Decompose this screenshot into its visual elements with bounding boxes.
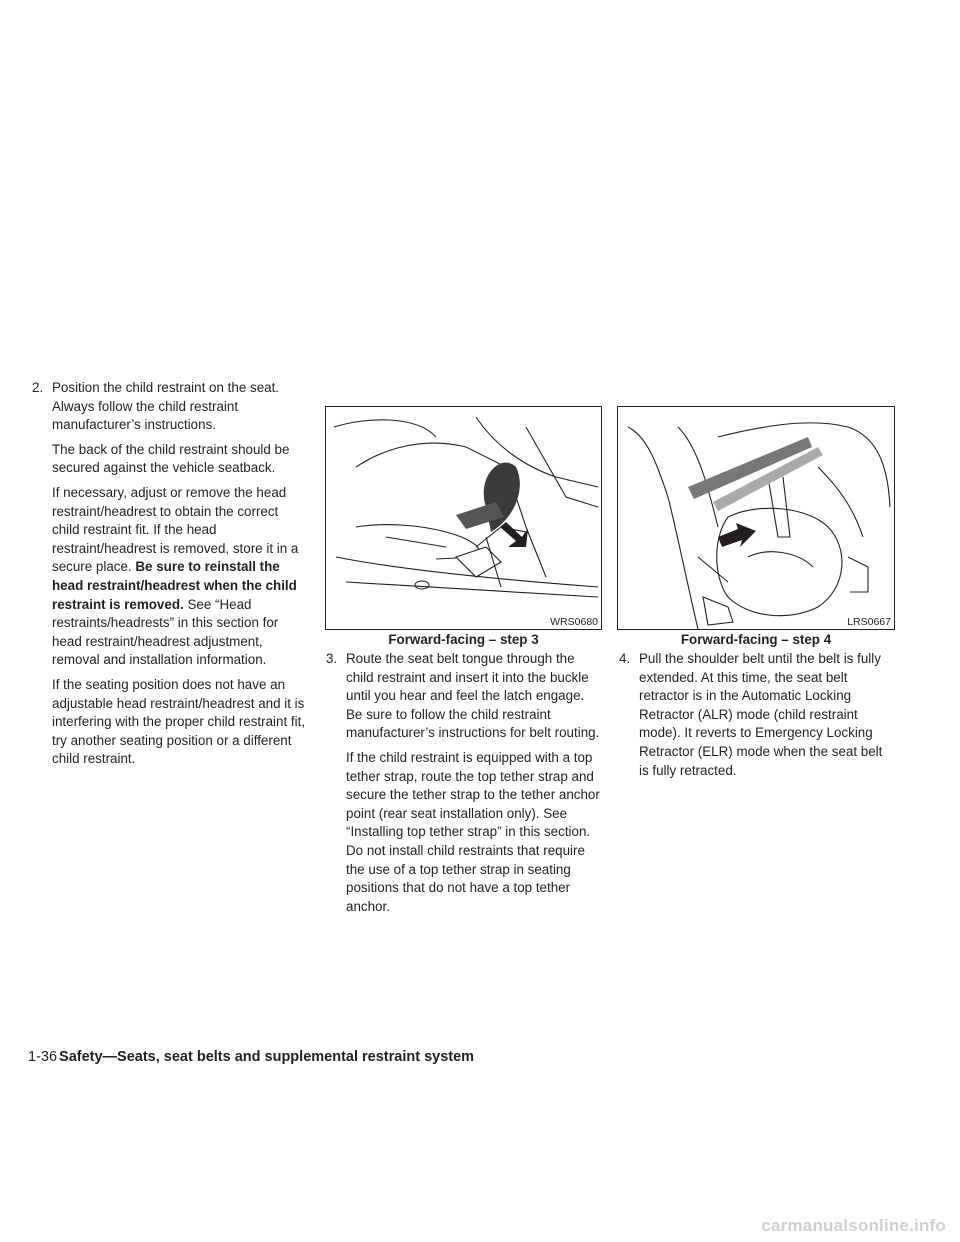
page-footer — [28, 1049, 474, 1065]
page-number: 1-36 — [28, 1049, 58, 1065]
step-2-text: Position the child restraint on the seat. Always follow the child restraint manufacturer’s instructions. — [52, 380, 280, 433]
step-3-text: Route the seat belt tongue through the child restraint and insert it into the buckle until you hear and feel the latch engage. Be sure to follow the child restraint manufacturer’s instructions for belt routing. — [346, 651, 600, 741]
watermark: carmanualsonline.info — [761, 1216, 946, 1235]
step-4 — [619, 650, 895, 780]
step-3 — [326, 650, 602, 916]
step-3-paragraph-2: If the child restraint is equipped with a top tether strap, route the top tether strap and secure the tether strap to the tether anchor point (rear seat installation only). See “Installing top tether strap” in this section. Do not install child restraints that require the use of a top tether strap in seating positions that do not have a top tether anchor. — [346, 749, 600, 914]
figure-caption-step-4: Forward-facing – step 4 — [680, 632, 832, 647]
figure-step-4 — [617, 406, 895, 630]
figure-step-3 — [325, 406, 602, 630]
step-number: 3. — [326, 651, 338, 666]
column-middle — [326, 650, 602, 922]
section-title: Safety—Seats, seat belts and supplemental restraint system — [59, 1049, 475, 1065]
seat-belt-tongue-illustration — [326, 407, 602, 630]
step-4-text: Pull the shoulder belt until the belt is fully extended. At this time, the seat belt retractor is in the Automatic Locking Retractor (ALR) mode (child restraint mode). It reverts to Emergency Locking Retractor (ELR) mode when the seat belt is fully retracted. — [639, 651, 883, 778]
step-2 — [32, 379, 308, 769]
step-2-paragraph-3: If necessary, adjust or remove the head restraint/headrest to obtain the correct child restraint fit. If the head restraint/headrest is removed, store it in a secure place. Be sure to reinstall the head restraint/headrest when the child restraint is removed. See “Head restraints/headrests” in this section for head restraint/headrest adjustment, removal and installation information. — [52, 484, 299, 668]
column-left — [32, 379, 308, 775]
step-2-paragraph-4: If the seating position does not have an adjustable head restraint/headrest and it is interfering with the proper child restraint fit, try another seating position or a different child restraint. — [52, 676, 306, 767]
step-number: 4. — [619, 651, 631, 666]
shoulder-belt-illustration — [618, 407, 895, 630]
figure-caption-step-3: Forward-facing – step 3 — [388, 632, 539, 647]
figure-code: LRS0667 — [847, 616, 891, 628]
warning-text: Be sure to reinstall the head restraint/headrest when the child restraint is removed. — [52, 559, 297, 612]
step-number: 2. — [32, 380, 44, 395]
figure-code: WRS0680 — [550, 616, 598, 628]
step-2-paragraph-2: The back of the child restraint should be secured against the vehicle seatback. — [52, 441, 290, 476]
column-right — [619, 650, 895, 786]
